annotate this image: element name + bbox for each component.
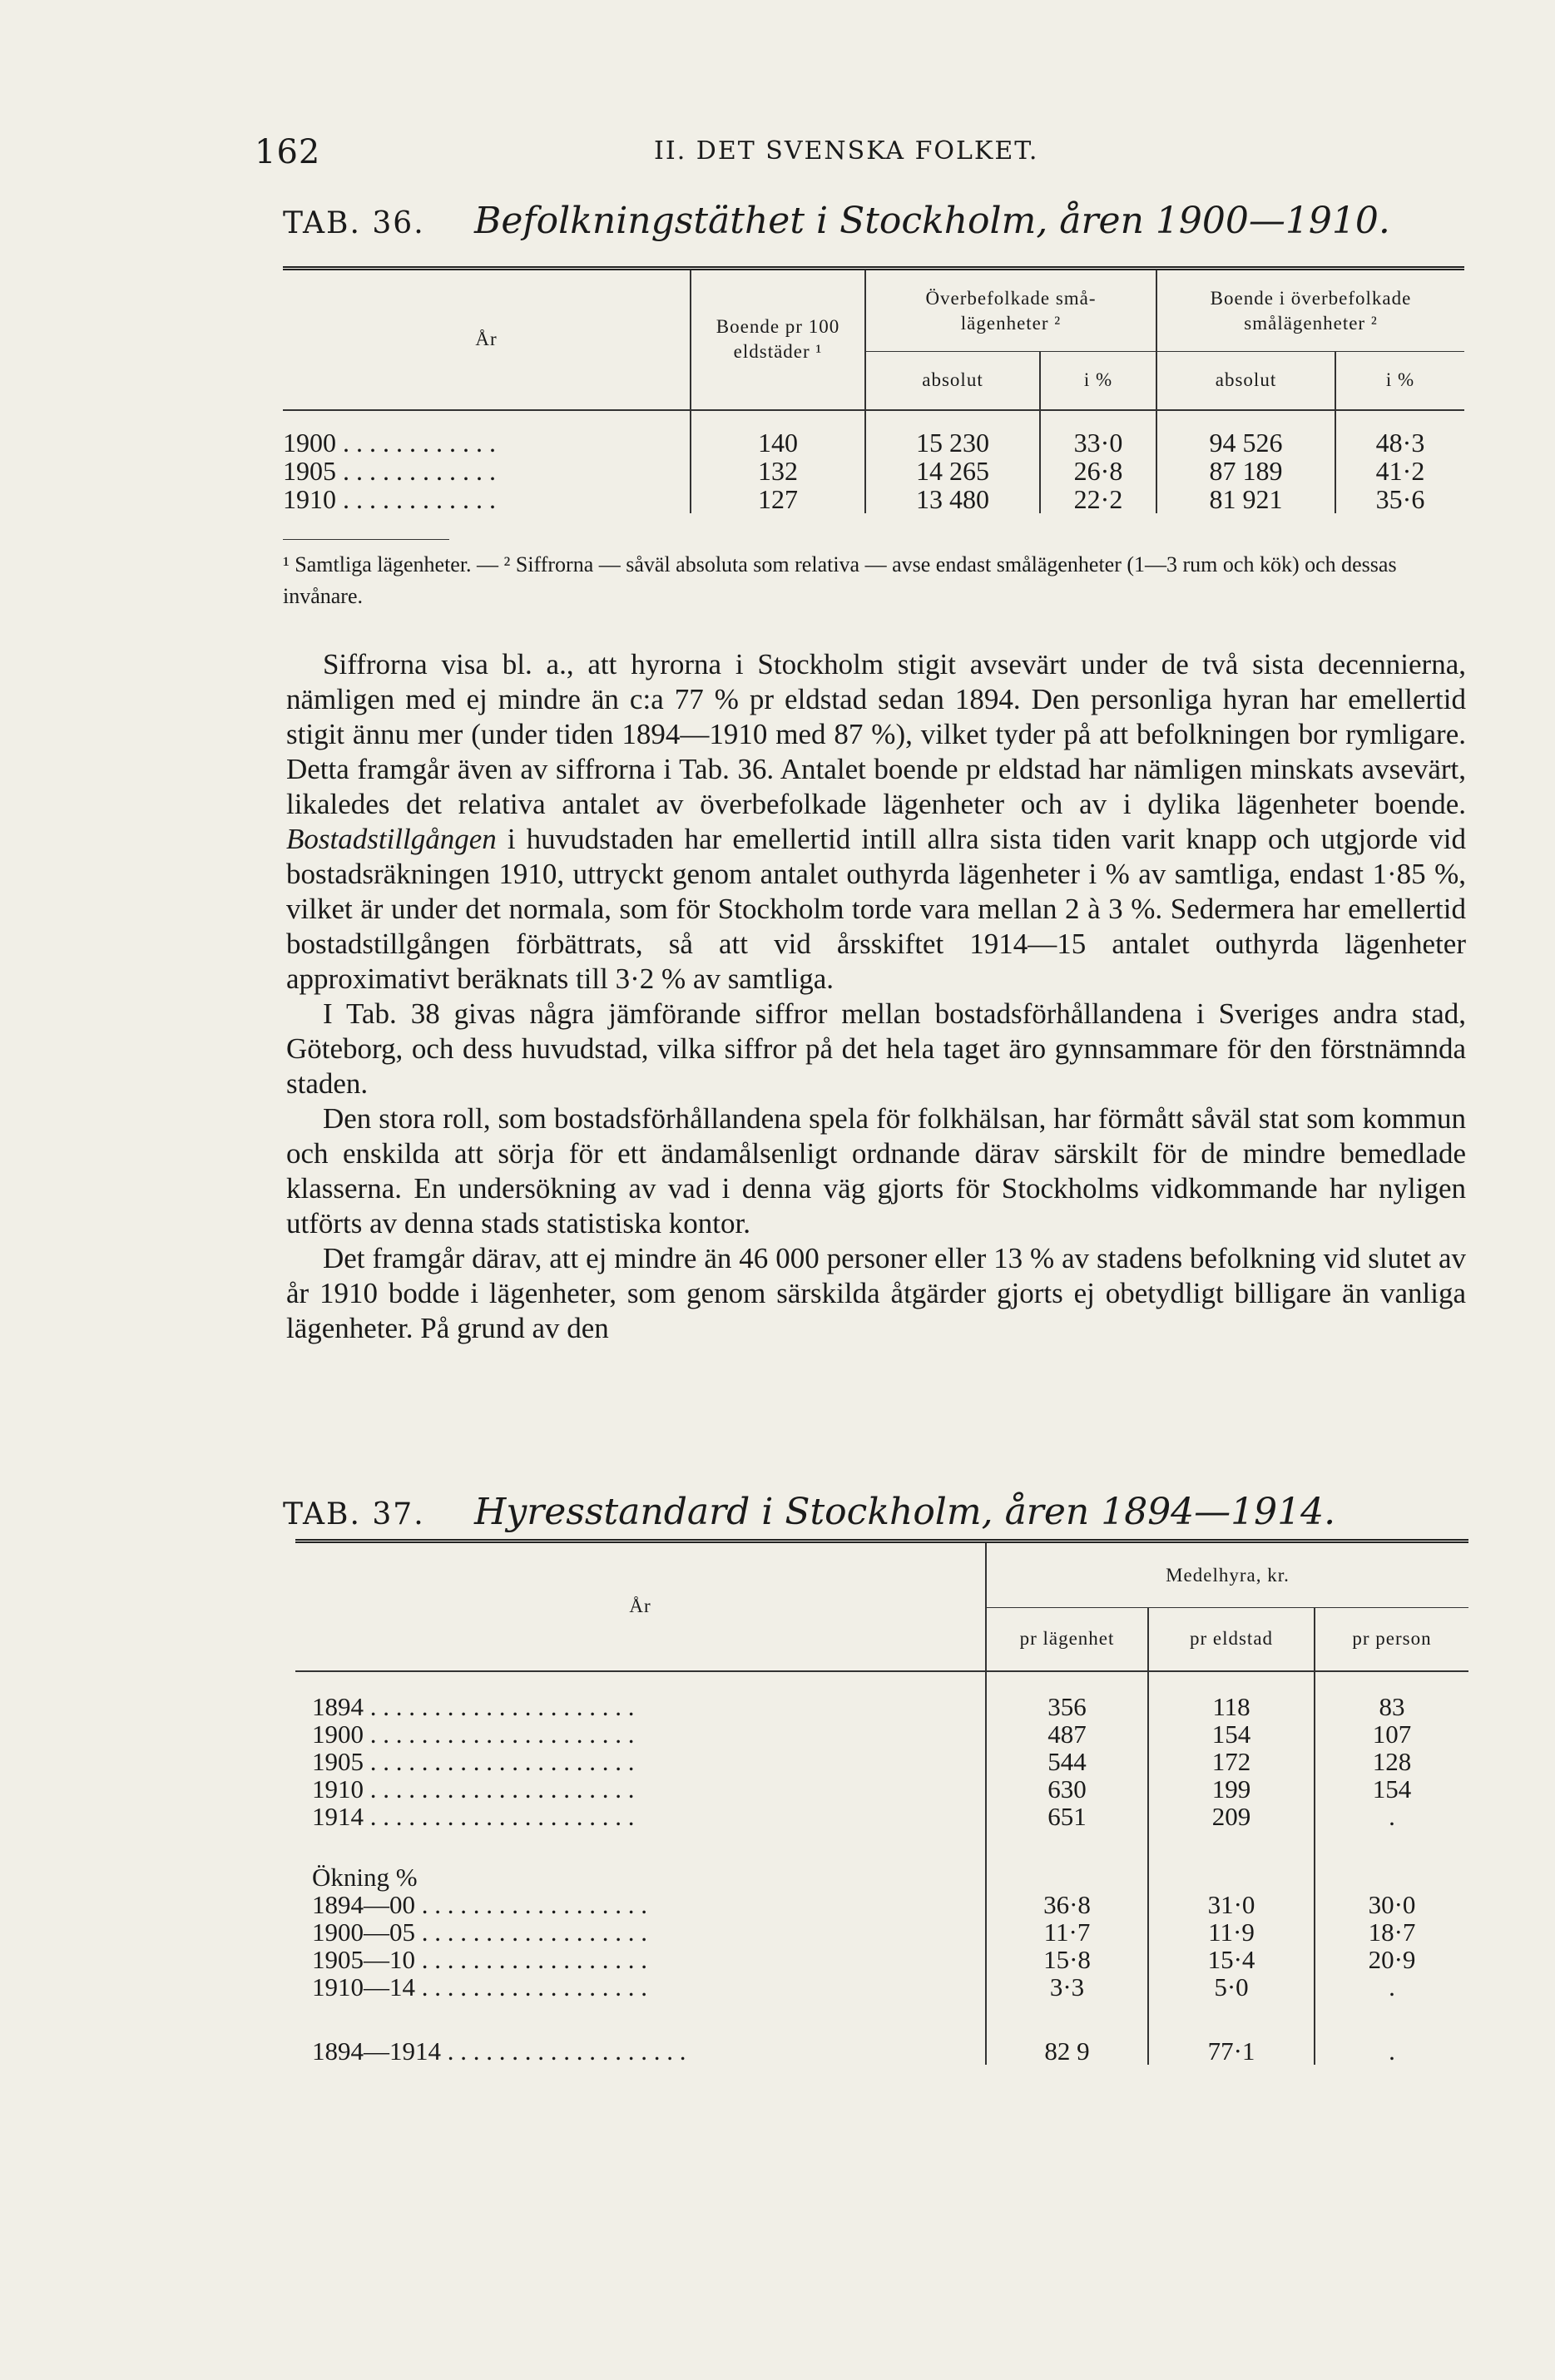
tab37-cell: 18·7 xyxy=(1315,1918,1468,1946)
tab37-col-eldstad: pr eldstad xyxy=(1148,1608,1315,1671)
tab36-cell: 33·0 xyxy=(1040,428,1156,457)
tab37-cell: 630 xyxy=(986,1775,1148,1803)
tab36-col-boende-i: Boende i överbefolkade smålägenheter ² xyxy=(1156,269,1464,352)
running-title: II. DET SVENSKA FOLKET. xyxy=(654,136,1039,166)
tab37-cell: 15·8 xyxy=(986,1946,1148,1973)
tab37-cell: 107 xyxy=(1315,1720,1468,1748)
tab37-cell: 83 xyxy=(1315,1693,1468,1720)
tab36-cell: 41·2 xyxy=(1335,457,1464,485)
table-row xyxy=(295,1748,1468,1775)
tab37-cell: 30·0 xyxy=(1315,1891,1468,1918)
table-row xyxy=(283,428,1464,457)
tab36-cell: 13 480 xyxy=(865,485,1040,513)
tab37-year-cell: 1910—14 . . . . . . . . . . . . . . . . . . xyxy=(312,1972,647,2001)
table-row xyxy=(295,1720,1468,1748)
tab36-cell: 14 265 xyxy=(865,457,1040,485)
tab36-cell: 132 xyxy=(691,457,865,485)
paragraph: Den stora roll, som bostadsförhållandena spela för folkhälsan, har förmått såväl stat som kommun och enskilda att sörja för ett ändamålsenligt ordnande därav särskilt för de mindre bemedlade klasserna. En undersökning av vad i denna väg gjorts för Stockholms vidkommande har nyligen utförts av denna stads statistiska kontor. xyxy=(286,1102,1466,1239)
tab37-cell: 544 xyxy=(986,1748,1148,1775)
tab37-okning-label: Ökning % xyxy=(312,1862,418,1892)
tab37-cell: 11·7 xyxy=(986,1918,1148,1946)
tab36-title-line xyxy=(283,200,1390,242)
table-row xyxy=(295,1775,1468,1803)
tab37-cell: 154 xyxy=(1315,1775,1468,1803)
tab37-year-cell: 1905 . . . . . . . . . . . . . . . . . . . . . xyxy=(312,1747,635,1775)
tab37-cell: 20·9 xyxy=(1315,1946,1468,1973)
tab37-cell: 199 xyxy=(1148,1775,1315,1803)
tab37-col-medelhyra: Medelhyra, kr. xyxy=(986,1541,1468,1608)
tab37-cell: . xyxy=(1315,1973,1468,2001)
tab36-col-boende: Boende pr 100 eldstäder ¹ xyxy=(691,269,865,410)
table-row xyxy=(295,1891,1468,1918)
tab36-col-pct-2: i % xyxy=(1335,352,1464,410)
tab37-table xyxy=(295,1539,1468,2065)
tab37-col-year: År xyxy=(295,1541,986,1671)
tab37-cell: . xyxy=(1315,2037,1468,2065)
tab37-cell: 487 xyxy=(986,1720,1148,1748)
table-row xyxy=(295,2037,1468,2065)
tab37-cell: 118 xyxy=(1148,1693,1315,1720)
table-row xyxy=(283,485,1464,513)
tab36-cell: 48·3 xyxy=(1335,428,1464,457)
tab37-year-cell: 1900—05 . . . . . . . . . . . . . . . . . . xyxy=(312,1917,647,1946)
tab36-footnote: ¹ Samtliga lägenheter. — ² Siffrorna — såväl absoluta som relativa — avse endast smålägenheter (1—3 rum och kök) och dessas invånare. xyxy=(283,552,1397,608)
tab37-cell: 11·9 xyxy=(1148,1918,1315,1946)
table-row xyxy=(295,1803,1468,1830)
tab36-title: Befolkningstäthet i Stockholm, åren 1900—1910. xyxy=(474,200,1390,242)
tab36-col-pct-1: i % xyxy=(1040,352,1156,410)
paragraph: I Tab. 38 givas några jämförande siffror mellan bostadsförhållandena i Sveriges andra stad, Göteborg, och dess huvudstad, vilka siffror på det hela taget äro gynnsammare för den förstnämnda staden. xyxy=(286,997,1466,1100)
tab37-cell: . xyxy=(1315,1803,1468,1830)
tab37-col-person: pr person xyxy=(1315,1608,1468,1671)
tab37-cell: 651 xyxy=(986,1803,1148,1830)
tab36-cell: 22·2 xyxy=(1040,485,1156,513)
tab36-cell: 87 189 xyxy=(1156,457,1335,485)
tab36-year-cell: 1900 . . . . . . . . . . . . xyxy=(283,428,496,457)
tab36-col-year: År xyxy=(283,269,691,410)
tab36-cell: 26·8 xyxy=(1040,457,1156,485)
tab37-cell: 154 xyxy=(1148,1720,1315,1748)
table-row xyxy=(283,457,1464,485)
paragraph: Siffrorna visa bl. a., att hyrorna i Stockholm stigit avsevärt under de två sista decennierna, nämligen med ej mindre än c:a 77 % pr eldstad sedan 1894. Den personliga hyran har emellertid stigit ännu mer (under tiden 1894—1910 med 87 %), vilket tyder på att befolkningen bor rymligare. Detta framgår även av siffrorna i Tab. 36. Antalet boende pr eldstad har nämligen minskats avsevärt, likaledes det relativa antalet av överbefolkade lägenheter och av i dylika lägenheter boende. Bostadstillgången i huvudstaden har emellertid intill allra sista tiden varit knapp och utgjorde vid bostadsräkningen 1910, uttryckt genom antalet outhyrda lägenheter i % av samtliga, endast 1·85 %, vilket är under det normala, som för Stockholm torde vara mellan 2 à 3 %. Sedermera har emellertid bostadstillgången förbättrats, så att vid årsskiftet 1914—15 antalet outhyrda lägenheter approximativt beräknats till 3·2 % av samtliga. xyxy=(286,648,1466,995)
tab37-cell: 356 xyxy=(986,1693,1148,1720)
tab36-label: TAB. 36. xyxy=(283,206,425,240)
tab36-cell: 15 230 xyxy=(865,428,1040,457)
tab36-cell: 94 526 xyxy=(1156,428,1335,457)
paragraph: Det framgår därav, att ej mindre än 46 000 personer eller 13 % av stadens befolkning vid slutet av år 1910 bodde i lägenheter, som genom särskilda åtgärder gjorts ej obetydligt billigare än vanliga lägenheter. På grund av den xyxy=(286,1242,1466,1344)
tab37-year-cell: 1914 . . . . . . . . . . . . . . . . . . . . . xyxy=(312,1802,635,1830)
table-row xyxy=(295,1863,1468,1891)
tab37-cell: 15·4 xyxy=(1148,1946,1315,1973)
tab37-cell: 172 xyxy=(1148,1748,1315,1775)
tab36-cell: 35·6 xyxy=(1335,485,1464,513)
tab36-cell: 81 921 xyxy=(1156,485,1335,513)
tab37-cell: 31·0 xyxy=(1148,1891,1315,1918)
tab36-year-cell: 1905 . . . . . . . . . . . . xyxy=(283,456,496,485)
tab36-cell: 140 xyxy=(691,428,865,457)
body-text xyxy=(286,647,1466,1346)
tab37-cell: 209 xyxy=(1148,1803,1315,1830)
tab37-title-line xyxy=(283,1491,1336,1533)
tab37-year-cell: 1910 . . . . . . . . . . . . . . . . . . . . . xyxy=(312,1774,635,1803)
tab37-year-cell: 1905—10 . . . . . . . . . . . . . . . . . . xyxy=(312,1945,647,1973)
tab37-cell: 128 xyxy=(1315,1748,1468,1775)
footnote-rule xyxy=(283,539,449,540)
tab36-table xyxy=(283,266,1464,513)
tab37-year-cell: 1894—00 . . . . . . . . . . . . . . . . . . xyxy=(312,1890,647,1918)
table-row xyxy=(295,1973,1468,2001)
tab36-col-overbefolkade: Överbefolkade små-lägenheter ² xyxy=(865,269,1156,352)
tab36-col-absolut-1: absolut xyxy=(865,352,1040,410)
tab37-col-lagenhet: pr lägenhet xyxy=(986,1608,1148,1671)
tab36-cell: 127 xyxy=(691,485,865,513)
tab37-year-cell: 1900 . . . . . . . . . . . . . . . . . . . . . xyxy=(312,1719,635,1748)
tab37-label: TAB. 37. xyxy=(283,1497,425,1531)
tab37-year-cell: 1894 . . . . . . . . . . . . . . . . . . . . . xyxy=(312,1692,635,1720)
tab37-year-cell: 1894—1914 . . . . . . . . . . . . . . . . . . . xyxy=(312,2036,686,2065)
tab37-cell: 77·1 xyxy=(1148,2037,1315,2065)
tab37-cell: 36·8 xyxy=(986,1891,1148,1918)
tab37-cell: 5·0 xyxy=(1148,1973,1315,2001)
page-number: 162 xyxy=(255,133,321,171)
tab36-col-absolut-2: absolut xyxy=(1156,352,1335,410)
tab36-year-cell: 1910 . . . . . . . . . . . . xyxy=(283,484,496,513)
table-row xyxy=(295,1918,1468,1946)
tab37-cell: 82 9 xyxy=(986,2037,1148,2065)
tab37-title: Hyresstandard i Stockholm, åren 1894—1914. xyxy=(474,1491,1336,1533)
table-row xyxy=(295,1693,1468,1720)
table-row xyxy=(295,1946,1468,1973)
tab37-cell: 3·3 xyxy=(986,1973,1148,2001)
